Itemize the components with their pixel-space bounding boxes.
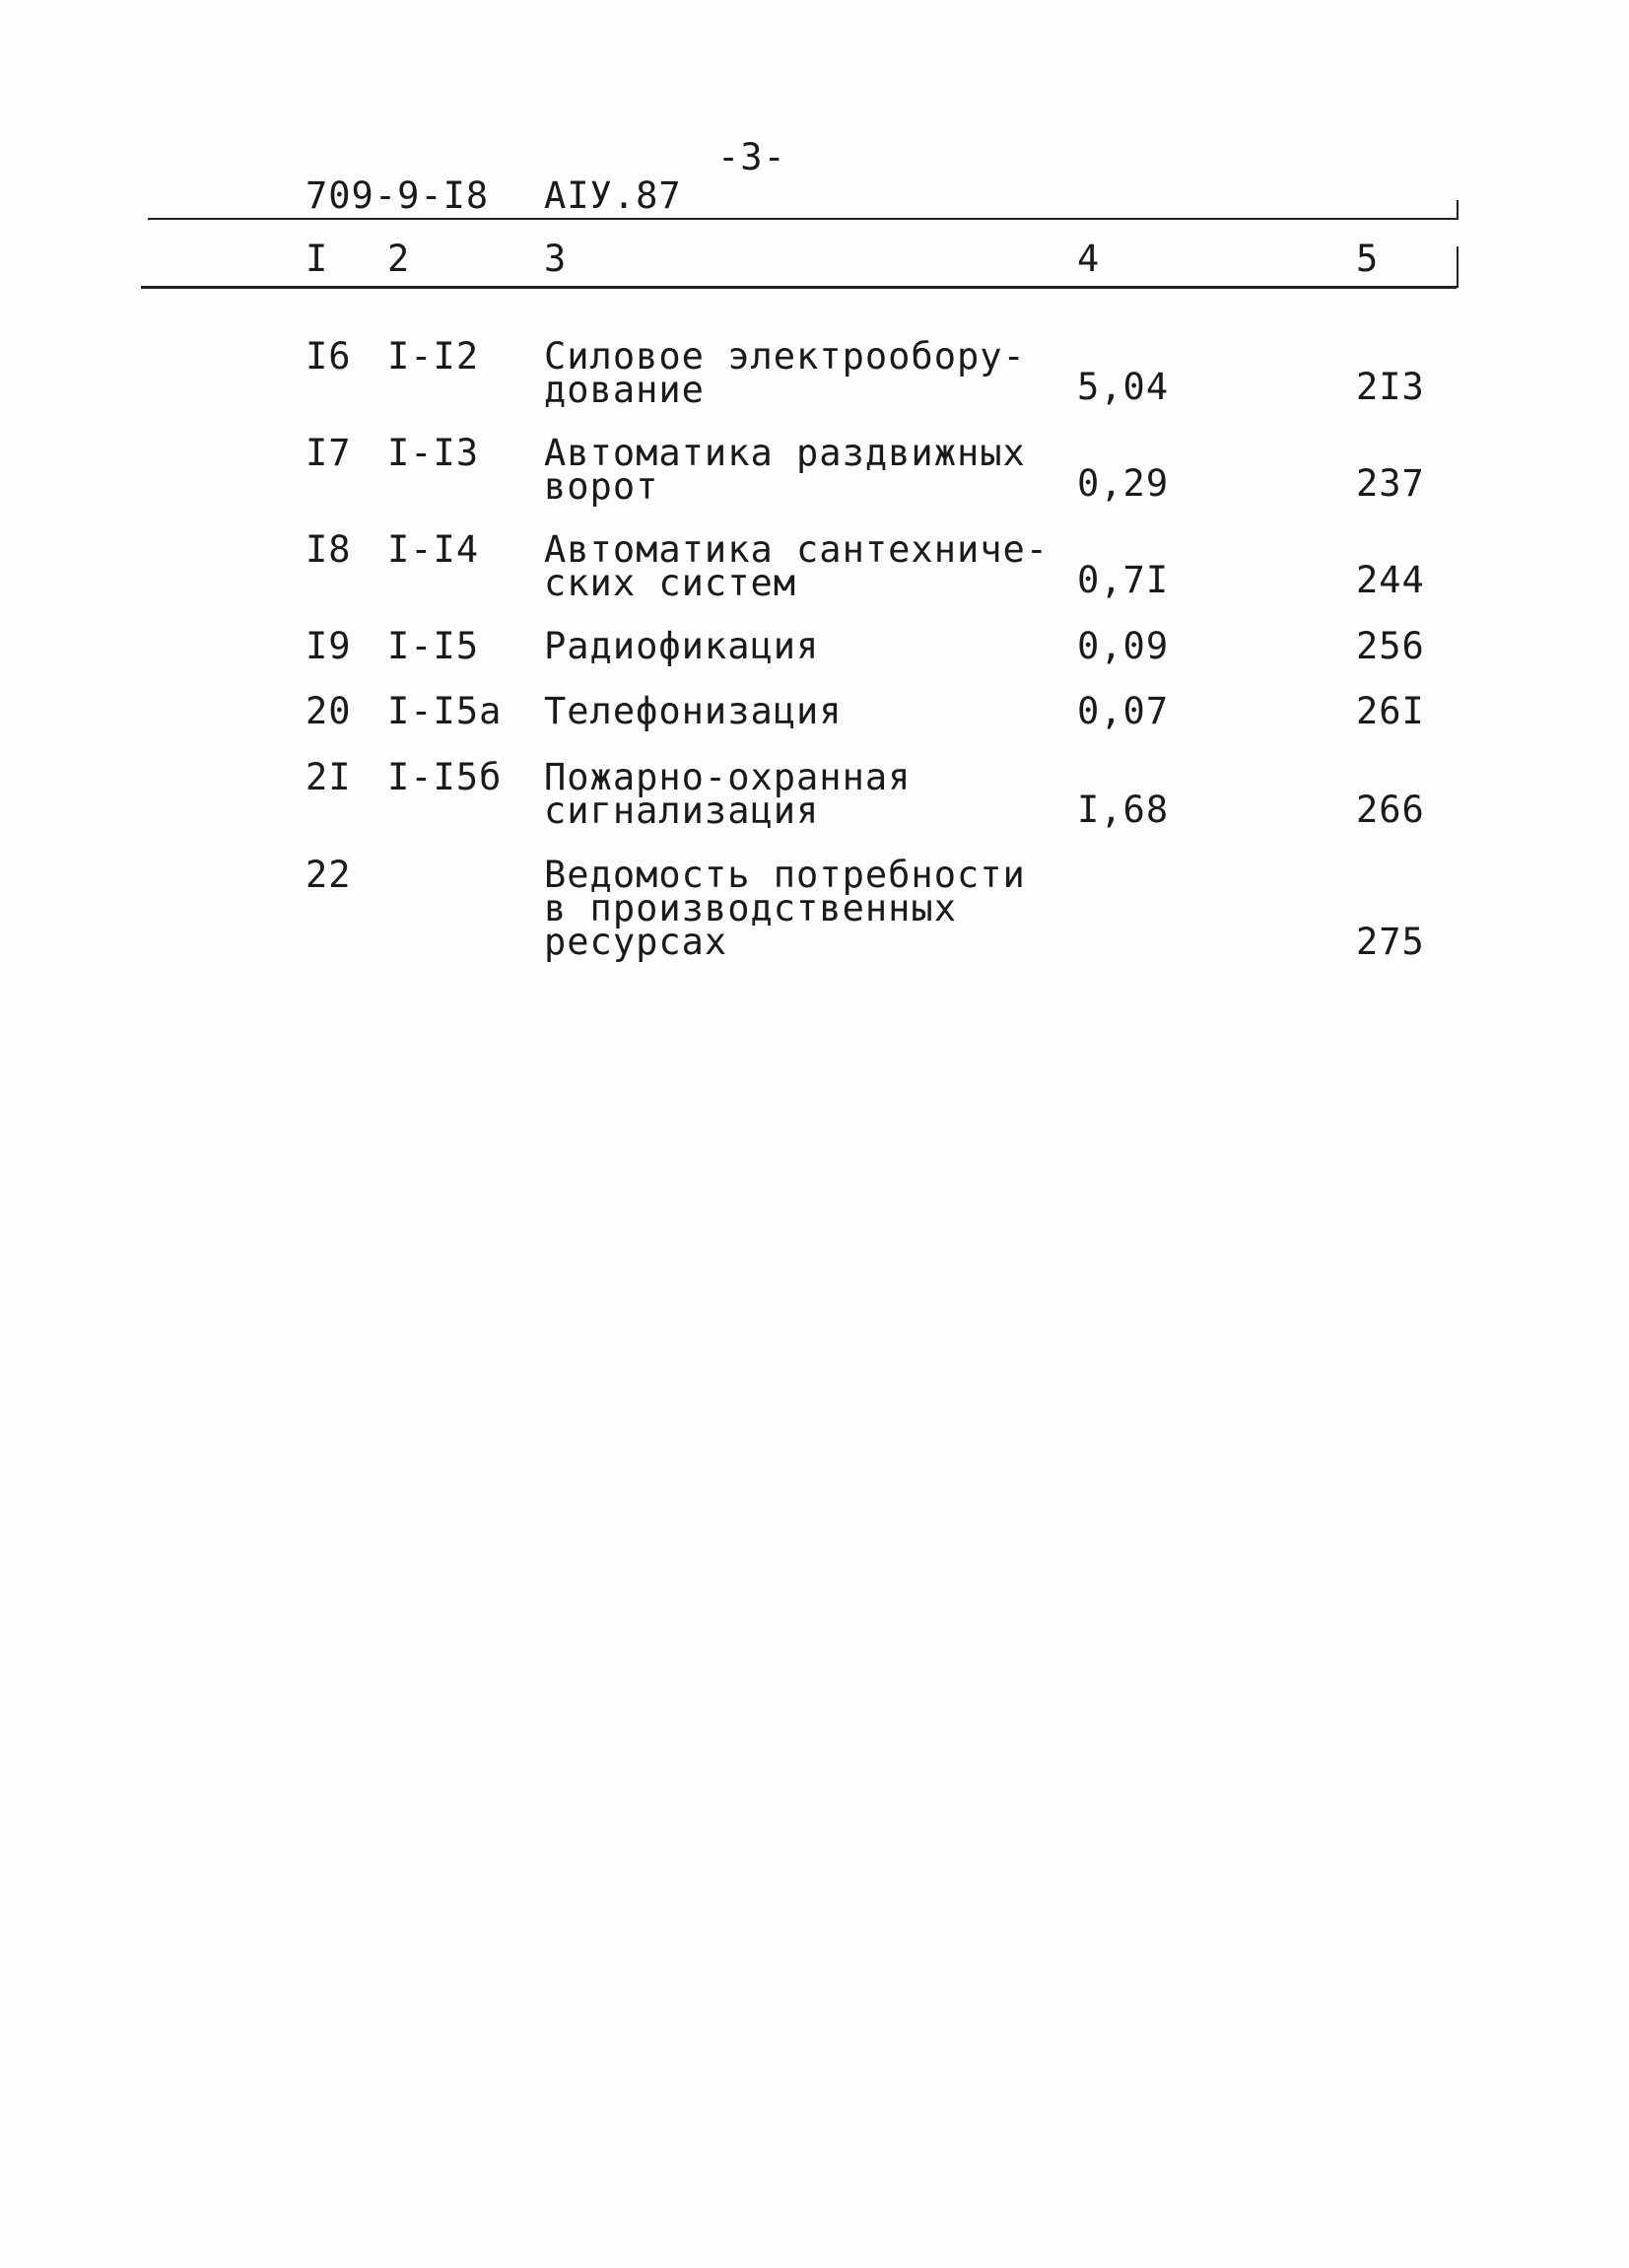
row-name-line: Силовое электрообору- xyxy=(544,335,1026,378)
row-value: 0,7I xyxy=(1077,559,1170,601)
row-name xyxy=(544,625,820,667)
row-name-line: ресурсах xyxy=(544,921,728,963)
row-value: 0,29 xyxy=(1077,462,1170,505)
row-number: I7 xyxy=(305,432,352,474)
row-code: I-I3 xyxy=(387,432,480,474)
album-code: AIУ.87 xyxy=(544,174,682,217)
row-number: I9 xyxy=(305,625,352,667)
row-code: I-I5 xyxy=(387,625,480,667)
col-header-3: 3 xyxy=(544,238,568,280)
row-name xyxy=(544,690,843,732)
header-rule-tick xyxy=(1457,200,1459,220)
row-name xyxy=(544,528,1050,604)
row-name-line: дование xyxy=(544,369,705,411)
row-name-line: Пожарно-охранная xyxy=(544,756,912,798)
row-value: 0,07 xyxy=(1077,690,1170,732)
row-name-line: сигнализация xyxy=(544,790,820,832)
row-page: 244 xyxy=(1356,559,1425,601)
header-rule-top xyxy=(148,218,1459,220)
row-name-line: Телефонизация xyxy=(544,690,843,732)
header-rule-bottom xyxy=(141,286,1457,289)
row-code: I-I2 xyxy=(387,335,480,378)
row-number: I6 xyxy=(305,335,352,378)
row-page: 237 xyxy=(1356,462,1425,505)
row-code: I-I4 xyxy=(387,528,480,571)
row-name xyxy=(544,854,1026,963)
row-name-line: ворот xyxy=(544,465,659,508)
row-number: 22 xyxy=(305,854,352,896)
row-code: I-I5б xyxy=(387,756,503,798)
row-name-line: ских систем xyxy=(544,562,797,604)
row-name xyxy=(544,432,1026,508)
row-name-line: в производственных xyxy=(544,887,957,929)
col-header-1: I xyxy=(305,238,329,280)
row-number: 2I xyxy=(305,756,352,798)
row-name xyxy=(544,756,912,832)
col-header-4: 4 xyxy=(1077,238,1101,280)
row-value: 5,04 xyxy=(1077,366,1170,408)
col-header-2: 2 xyxy=(387,238,411,280)
row-value: I,68 xyxy=(1077,789,1170,831)
row-name xyxy=(544,335,1026,411)
row-page: 2I3 xyxy=(1356,366,1425,408)
row-page: 266 xyxy=(1356,789,1425,831)
row-name-line: Ведомость потребности xyxy=(544,854,1026,896)
col-header-5: 5 xyxy=(1356,238,1380,280)
page-number: -3- xyxy=(717,136,786,178)
header-rule-tick-2 xyxy=(1457,246,1459,288)
row-value: 0,09 xyxy=(1077,625,1170,667)
row-page: 256 xyxy=(1356,625,1425,667)
row-number: I8 xyxy=(305,528,352,571)
row-name-line: Автоматика раздвижных xyxy=(544,432,1026,474)
row-code: I-I5а xyxy=(387,690,503,732)
row-page: 26I xyxy=(1356,690,1425,732)
row-page: 275 xyxy=(1356,921,1425,963)
row-number: 20 xyxy=(305,690,352,732)
row-name-line: Автоматика сантехниче- xyxy=(544,528,1050,571)
row-name-line: Радиофикация xyxy=(544,625,820,667)
doc-code: 709-9-I8 xyxy=(305,174,490,217)
